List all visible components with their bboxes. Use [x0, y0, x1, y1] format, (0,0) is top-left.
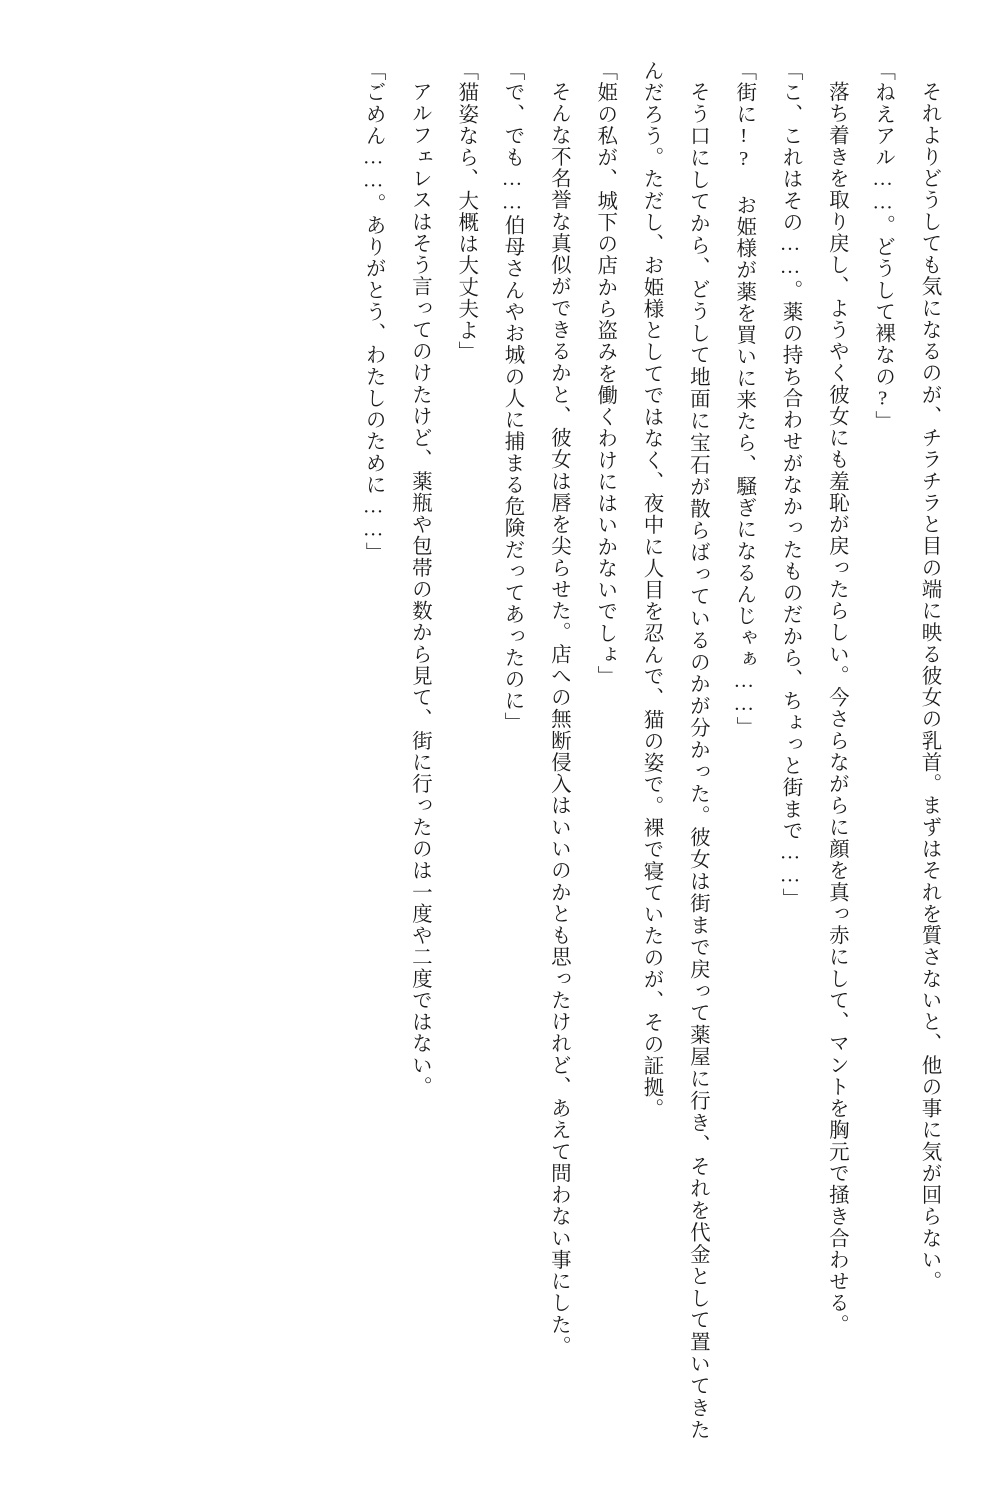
paragraph-4: 「こ、これはその……。薬の持ち合わせがなかったものだから、ちょっと街まで……」	[779, 60, 802, 910]
paragraph-9: 「で、でも……伯母さんやお城の人に捕まる危険だってあったのに」	[501, 60, 524, 734]
paragraph-3: 落ち着きを取り戻し、ようやく彼女にも羞恥が戻ったらしい。今さらながらに顔を真っ赤にして、マントを胸元で掻き合わせる。	[825, 80, 848, 1335]
paragraph-6: そう口にしてから、どうして地面に宝石が散らばっているのかが分かった。彼女は街まで戻って薬屋に行き、それを代金として置いてきたんだろう。ただし、お姫様としてではなく、夜中に人目を忍んで、猫の姿で。裸で寝ていたのが、その証拠。	[640, 60, 709, 1440]
paragraph-12: 「ごめん……。ありがとう、わたしのために……」	[362, 60, 385, 564]
paragraph-10: 「猫姿なら、大概は大丈夫よ」	[454, 60, 477, 363]
paragraph-2: 「ねえアル……。どうして裸なの?」	[871, 60, 894, 433]
paragraph-7: 「姫の私が、城下の店から盗みを働くわけにはいかないでしょ」	[593, 60, 616, 688]
paragraph-1: それよりどうしても気になるのが、チラチラと目の端に映る彼女の乳首。まずはそれを質さないと、他の事に気が回らない。	[918, 80, 940, 1292]
vertical-text-body	[60, 60, 952, 1440]
paragraph-5: 「街に!? お姫様が薬を買いに来たら、騒ぎになるんじゃぁ……」	[732, 60, 755, 738]
paragraph-8: そんな不名誉な真似ができるかと、彼女は唇を尖らせた。店への無断侵入はいいのかとも思ったけれど、あえて問わない事にした。	[547, 80, 570, 1357]
paragraph-11: アルフェレスはそう言ってのけたけど、薬瓶や包帯の数から見て、街に行ったのは一度や二度ではない。	[408, 80, 431, 1097]
